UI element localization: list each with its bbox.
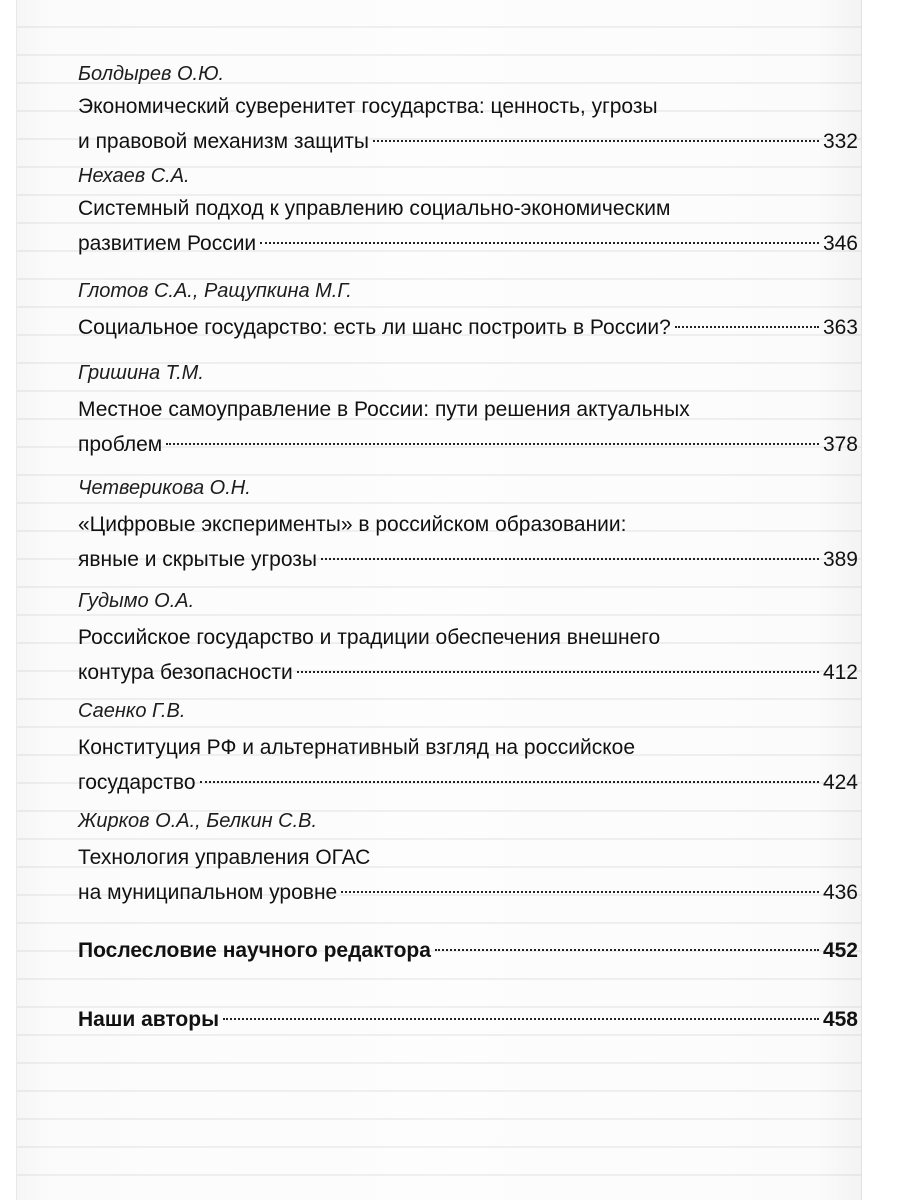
toc-entry-title-end: на муниципальном уровне	[78, 881, 338, 904]
toc-entry-title: Системный подход к управлению социально-экономическим	[78, 197, 671, 220]
toc-entry-title-end: явные и скрытые угрозы	[78, 548, 317, 571]
toc-entry-page: 363	[822, 316, 858, 339]
toc-entry[interactable]	[78, 807, 858, 915]
toc-entry-leader-line	[78, 226, 858, 261]
toc-entry-leader-line	[78, 1002, 858, 1037]
toc-entry-title-end: государство	[78, 771, 196, 794]
toc-entry-page: 458	[822, 1008, 858, 1031]
dot-leader	[321, 558, 819, 560]
toc-entry-afterword[interactable]	[78, 933, 858, 968]
toc-entry-page: 346	[822, 232, 858, 255]
toc-entry-leader-line	[78, 542, 858, 577]
toc-entry-leader-line	[78, 655, 858, 690]
toc-entry-title-end: развитием России	[78, 232, 257, 255]
toc-entry-leader-line	[78, 124, 858, 159]
dot-leader	[675, 326, 819, 328]
dot-leader	[373, 140, 819, 142]
toc-entry-title: Местное самоуправление в России: пути решения актуальных	[78, 398, 690, 421]
toc-entry-leader-line	[78, 933, 858, 968]
toc-entry[interactable]	[78, 474, 858, 583]
dot-leader	[341, 891, 819, 893]
toc-entry-title-end: проблем	[78, 433, 163, 456]
toc-entry-page: 424	[822, 771, 858, 794]
toc-entry-author: Гришина Т.М.	[78, 362, 204, 384]
toc-entry-author: Четверикова О.Н.	[78, 477, 251, 499]
toc-entry-page: 452	[822, 939, 858, 962]
toc-entry-page: 436	[822, 881, 858, 904]
toc-entry-authors[interactable]	[78, 1002, 858, 1037]
toc-entry[interactable]	[78, 277, 858, 351]
toc-entry-page: 412	[822, 661, 858, 684]
table-of-contents	[78, 60, 858, 1037]
toc-entry-title: Экономический суверенитет государства: ценность, угрозы	[78, 95, 658, 118]
toc-entry-author: Жирков О.А., Белкин С.В.	[78, 810, 318, 832]
toc-entry-page: 378	[822, 433, 858, 456]
toc-entry-page: 389	[822, 548, 858, 571]
toc-entry[interactable]	[78, 162, 858, 277]
toc-entry-title-end: контура безопасности	[78, 661, 293, 684]
toc-entry[interactable]	[78, 359, 858, 466]
dot-leader	[200, 781, 819, 783]
dot-leader	[260, 242, 819, 244]
dot-leader	[166, 443, 819, 445]
toc-entry-title: «Цифровые эксперименты» в российском образовании:	[78, 513, 627, 536]
toc-entry-page: 332	[822, 130, 858, 153]
toc-entry-title: Конституция РФ и альтернативный взгляд на российское	[78, 736, 636, 759]
toc-entry-author: Нехаев С.А.	[78, 165, 190, 187]
toc-entry-title: Наши авторы	[78, 1008, 220, 1031]
toc-entry-author: Гудымо О.А.	[78, 590, 195, 612]
toc-entry[interactable]	[78, 697, 858, 807]
toc-entry-leader-line	[78, 310, 858, 345]
toc-entry-leader-line	[78, 765, 858, 800]
dot-leader	[435, 949, 819, 951]
toc-entry-author: Саенко Г.В.	[78, 700, 186, 722]
toc-entry-author: Глотов С.А., Ращупкина М.Г.	[78, 280, 352, 302]
dot-leader	[297, 671, 819, 673]
dot-leader	[223, 1018, 819, 1020]
toc-entry-leader-line	[78, 875, 858, 910]
toc-entry[interactable]	[78, 587, 858, 697]
toc-entry-title-end: и правовой механизм защиты	[78, 130, 369, 153]
toc-entry[interactable]	[78, 60, 858, 156]
toc-entry-leader-line	[78, 427, 858, 462]
toc-entry-title: Технология управления ОГАС	[78, 846, 371, 869]
toc-entry-title: Послесловие научного редактора	[78, 939, 431, 962]
toc-entry-title: Российское государство и традиции обеспечения внешнего	[78, 626, 661, 649]
toc-entry-title-end: Социальное государство: есть ли шанс построить в России?	[78, 316, 671, 339]
toc-entry-author: Болдырев О.Ю.	[78, 63, 225, 85]
